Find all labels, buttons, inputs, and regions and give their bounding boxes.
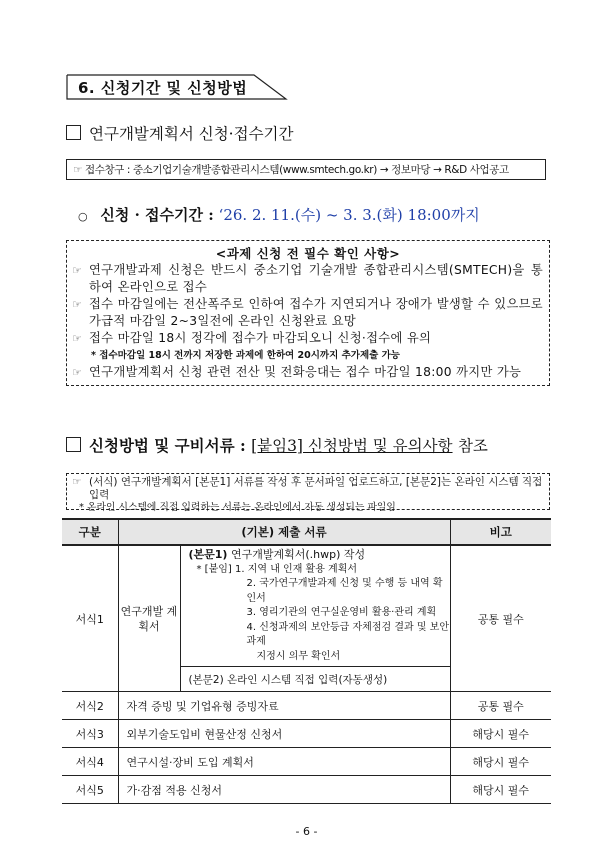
table-row (62, 776, 551, 804)
main2-detail: (본문2) 온라인 시스템 직접 입력(자동생성) (180, 667, 450, 692)
form-code: 서식4 (62, 748, 118, 776)
submission-window-box (66, 159, 546, 180)
form-remark: 해당시 필수 (450, 720, 551, 748)
square-bullet-icon (66, 125, 81, 140)
circle-bullet-icon: ○ (78, 210, 88, 223)
form-document: 가·감점 적용 신청서 (118, 776, 450, 804)
form-document: 자격 증빙 및 기업유형 증빙자료 (118, 692, 450, 720)
table-row (62, 692, 551, 720)
form-remark: 공통 필수 (450, 545, 551, 692)
required-documents-table (62, 518, 551, 804)
header-category: 구분 (62, 519, 118, 545)
pointing-hand-icon: ☞ (72, 298, 83, 311)
pointing-hand-icon: ☞ (72, 476, 82, 488)
checklist-item: ☞ 연구개발계획서 신청 관련 전산 및 전화응대는 접수 마감일 18:00 까지만 가능 (72, 365, 522, 379)
table-header-row (62, 519, 551, 545)
period-value: ‘26. 2. 11.(수) ~ 3. 3.(화) 18:00까지 (218, 206, 480, 224)
header-documents: (기본) 제출 서류 (118, 519, 450, 545)
attachment3-link[interactable]: [붙임3] 신청방법 및 유의사항 (251, 437, 453, 455)
form-remark: 해당시 필수 (450, 748, 551, 776)
page-number: - 6 - (295, 825, 318, 838)
table-row (62, 720, 551, 748)
checklist-note: * 접수마감일 18시 전까지 저장한 과제에 한하여 20시까지 추가제출 가능 (91, 350, 400, 361)
period-label: 신청 · 접수기간 : (100, 206, 214, 224)
header-remarks: 비고 (450, 519, 551, 545)
method-note: * 온라인 시스템에 직접 입력하는 서류는 온라인에서 자동 생성되는 파일임 (79, 502, 396, 513)
checklist-item: ☞ 연구개발과제 신청은 반드시 중소기업 기술개발 종합관리시스템(SMTECH)을 통하여 온라인으로 접수 (72, 263, 543, 294)
checklist-title: <과제 신청 전 필수 확인 사항> (215, 246, 401, 261)
form-name: 연구개발 계획서 (118, 545, 180, 692)
pointing-hand-icon: ☞ (72, 332, 83, 345)
section-title (66, 74, 284, 98)
form-code: 서식2 (62, 692, 118, 720)
square-bullet-icon (66, 437, 81, 452)
submission-window-text: 접수창구 : 중소기업기술개발종합관리시스템(www.smtech.go.kr) → 정보마당 → R&D 사업공고 (84, 164, 509, 176)
pointing-hand-icon: ☞ (73, 164, 85, 176)
method-item: ☞ (서식) 연구개발계획서 [본문1] 서류를 작성 후 문서파일 업로드하고, [본문2]는 온라인 시스템 직접 입력 (72, 476, 543, 501)
pointing-hand-icon: ☞ (72, 366, 83, 379)
method-heading: 신청방법 및 구비서류 : [붙임3] 신청방법 및 유의사항 참조 (66, 434, 488, 456)
required-checklist-box (66, 240, 550, 386)
table-row (62, 748, 551, 776)
period-heading: 연구개발계획서 신청·접수기간 (66, 122, 294, 144)
form-document: 외부기술도입비 현물산정 신청서 (118, 720, 450, 748)
form-document: 연구시설·장비 도입 계획서 (118, 748, 450, 776)
pointing-hand-icon: ☞ (72, 264, 83, 277)
form-remark: 공통 필수 (450, 692, 551, 720)
table-row (62, 545, 551, 667)
form-remark: 해당시 필수 (450, 776, 551, 804)
section-title-text: 6. 신청기간 및 신청방법 (78, 79, 248, 97)
checklist-item: ☞ 접수 마감일 18시 정각에 접수가 마감되오니 신청·접수에 유의 (72, 331, 432, 345)
main1-details: (본문1) 연구개발계획서(.hwp) 작성 * [붙임] 1. 지역 내 인재 활용 계획서 2. 국가연구개발과제 신청 및 수행 등 내역 확인서 3. 영리기관의 연구실운영비 활용·관리 계획 4. 신청과제의 보안등급 자체점검 결과 및 보안과제 지정시 의무 확인서 (180, 545, 450, 667)
form-code: 서식5 (62, 776, 118, 804)
application-period (78, 204, 480, 225)
form-code: 서식3 (62, 720, 118, 748)
form-code: 서식1 (62, 545, 118, 692)
method-note-box (66, 473, 550, 513)
checklist-item: ☞ 접수 마감일에는 전산폭주로 인하여 접수가 지연되거나 장애가 발생할 수 있으므로 가급적 마감일 2~3일전에 온라인 신청완료 요망 (72, 297, 543, 328)
